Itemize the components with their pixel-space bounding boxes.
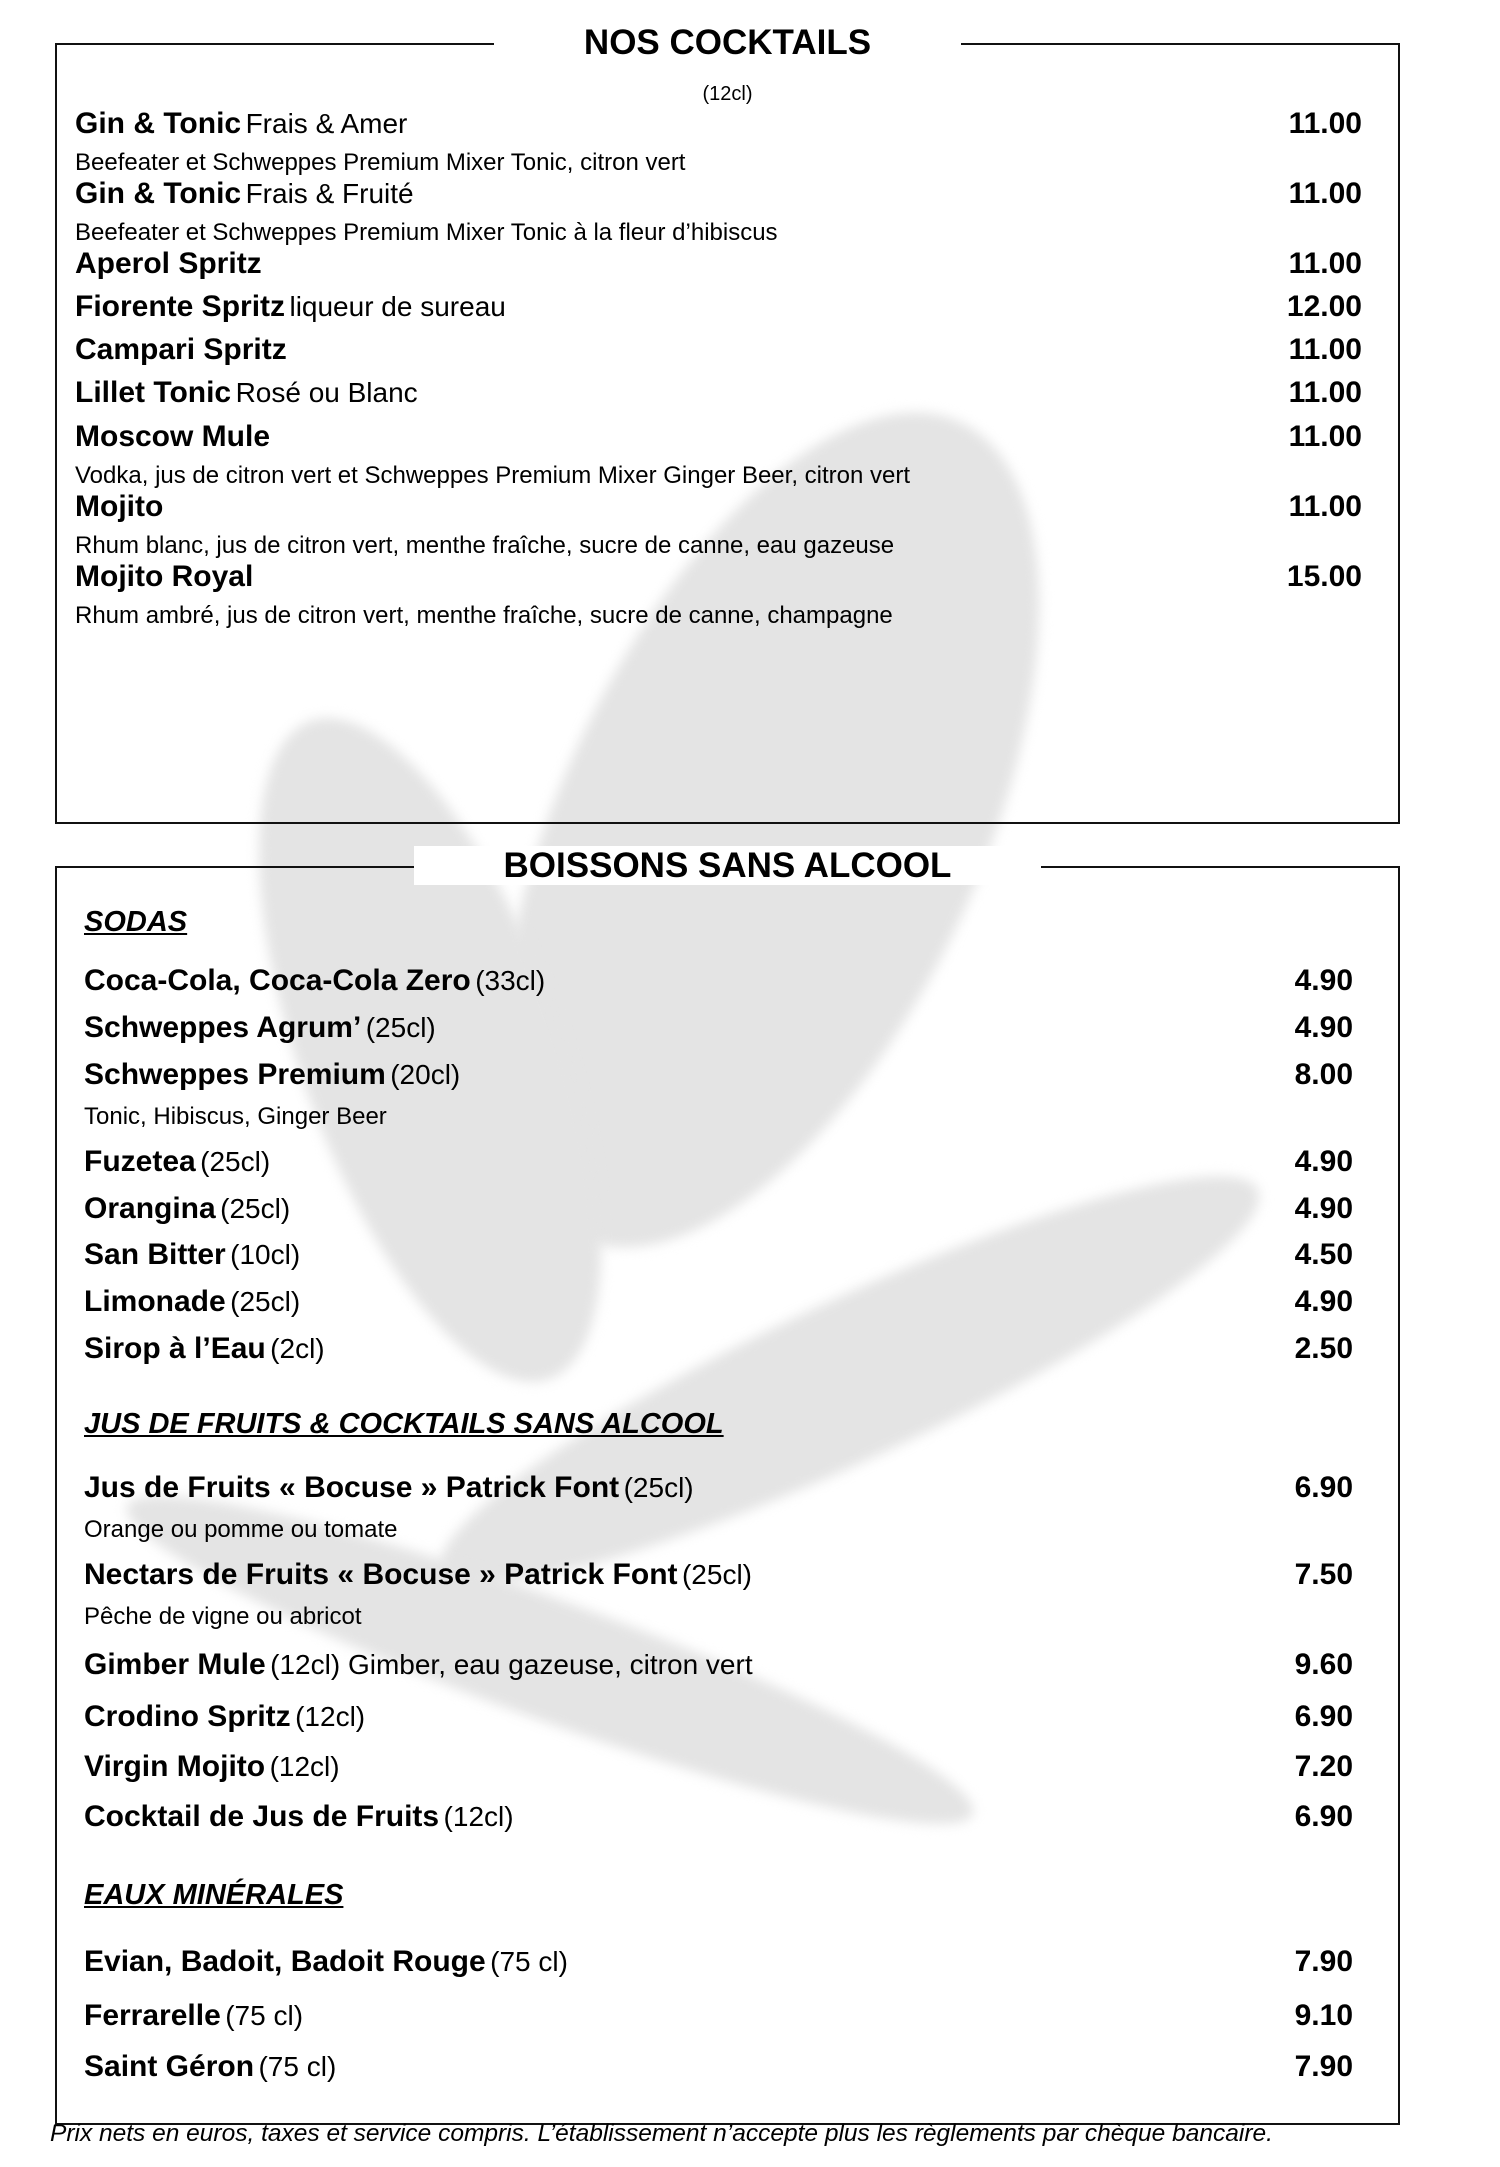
item-detail: (75 cl) [258,2051,337,2082]
item-name: Lillet Tonic [75,376,232,409]
item-name: Limonade [84,1285,226,1318]
section-title: BOISSONS SANS ALCOOL [414,846,1042,885]
menu-item [84,1558,1353,1592]
item-name: Mojito Royal [75,560,254,593]
price: 11.00 [1288,376,1362,409]
footer-note: Prix nets en euros, taxes et service compris. L’établissement n’accepte plus les règlements par chèque bancaire. [50,2120,1273,2147]
menu-item [84,1800,1353,1834]
soft-drinks-section [55,846,1400,2125]
item-detail: (25cl) [681,1559,752,1590]
price: 11.00 [1288,107,1362,140]
menu-item [75,177,1362,211]
price: 7.50 [1294,1558,1353,1591]
item-detail: (10cl) [230,1239,301,1270]
item-name: Crodino Spritz [84,1700,291,1733]
menu-item [84,2050,1353,2084]
item-description: Pêche de vigne ou abricot [84,1603,362,1630]
item-name: Virgin Mojito [84,1750,266,1783]
item-description: Rhum ambré, jus de citron vert, menthe fraîche, sucre de canne, champagne [75,602,893,629]
price: 6.90 [1294,1700,1353,1733]
menu-item [75,490,1362,524]
item-detail: (2cl) [270,1333,325,1364]
item-name: Fiorente Spritz [75,290,286,323]
menu-item [75,420,1362,454]
price: 11.00 [1288,490,1362,523]
price: 4.90 [1294,964,1353,997]
item-description: Vodka, jus de citron vert et Schweppes Premium Mixer Ginger Beer, citron vert [75,462,911,489]
item-description: Beefeater et Schweppes Premium Mixer Tonic, citron vert [75,149,686,176]
price: 4.50 [1294,1238,1353,1271]
item-description: Rhum blanc, jus de citron vert, menthe fraîche, sucre de canne, eau gazeuse [75,532,895,559]
item-name: Gin & Tonic [75,177,242,210]
item-name: Schweppes Agrum’ [84,1011,362,1044]
item-detail: Frais & Amer [245,108,408,139]
item-detail: (25cl) [230,1286,301,1317]
item-name: Mojito [75,490,164,523]
menu-item [84,1648,1353,1682]
item-detail: (12cl) [443,1801,514,1832]
price: 6.90 [1294,1471,1353,1504]
price: 7.20 [1294,1750,1353,1783]
section-subtitle: (12cl) [702,83,753,105]
category-heading: SODAS [84,906,188,938]
price: 11.00 [1288,177,1362,210]
price: 6.90 [1294,1800,1353,1833]
item-name: Schweppes Premium [84,1058,386,1091]
item-name: Cocktail de Jus de Fruits [84,1800,440,1833]
menu-item [84,1238,1353,1272]
menu-item [75,560,1362,594]
price: 11.00 [1288,420,1362,453]
item-name: Saint Géron [84,2050,255,2083]
section-title: NOS COCKTAILS [494,23,961,62]
menu-item [84,1945,1353,1979]
menu-item [75,376,1362,410]
item-detail: (25cl) [623,1472,694,1503]
menu-item [84,964,1353,998]
item-detail: (75 cl) [490,1946,568,1977]
price: 9.10 [1294,1999,1353,2032]
menu-item [75,333,1362,367]
item-detail: (25cl) [200,1146,271,1177]
item-description: Tonic, Hibiscus, Ginger Beer [84,1103,387,1130]
item-name: Campari Spritz [75,333,287,366]
item-name: Evian, Badoit, Badoit Rouge [84,1945,486,1978]
item-name: Gin & Tonic [75,107,242,140]
item-detail: (12cl) [269,1751,340,1782]
price: 11.00 [1288,333,1362,366]
item-name: Aperol Spritz [75,247,262,280]
item-detail: Frais & Fruité [245,178,414,209]
menu-item [75,290,1362,324]
item-name: Gimber Mule [84,1648,266,1681]
menu-item [84,1999,1353,2033]
price: 4.90 [1294,1285,1353,1318]
item-name: Orangina [84,1192,216,1225]
price: 8.00 [1294,1058,1353,1091]
item-detail: (12cl) Gimber, eau gazeuse, citron vert [270,1649,753,1680]
item-name: Nectars de Fruits « Bocuse » Patrick Font [84,1558,678,1591]
item-detail: (25cl) [365,1012,436,1043]
item-name: Sirop à l’Eau [84,1332,266,1365]
item-detail: (25cl) [220,1193,291,1224]
price: 12.00 [1286,290,1362,323]
menu-item [84,1058,1353,1092]
cocktails-section [55,23,1400,824]
item-name: Fuzetea [84,1145,196,1178]
price: 7.90 [1294,2050,1353,2083]
item-description: Beefeater et Schweppes Premium Mixer Tonic à la fleur d’hibiscus [75,219,778,246]
menu-item [84,1285,1353,1319]
price: 9.60 [1294,1648,1353,1681]
price: 2.50 [1294,1332,1353,1365]
price: 15.00 [1286,560,1362,593]
item-detail: (20cl) [390,1059,461,1090]
category-heading: EAUX MINÉRALES [84,1879,344,1911]
menu-item [84,1332,1353,1366]
menu-item [84,1700,1353,1734]
menu-item [84,1145,1353,1179]
item-detail: (12cl) [295,1701,366,1732]
price: 4.90 [1294,1192,1353,1225]
category-heading: JUS DE FRUITS & COCKTAILS SANS ALCOOL [84,1408,724,1440]
item-name: Ferrarelle [84,1999,221,2032]
menu-item [75,107,1362,141]
menu-item [84,1192,1353,1226]
price: 4.90 [1294,1145,1353,1178]
menu-item [84,1011,1353,1045]
item-name: Moscow Mule [75,420,271,453]
price: 7.90 [1294,1945,1353,1978]
item-name: Jus de Fruits « Bocuse » Patrick Font [84,1471,620,1504]
menu-item [84,1750,1353,1784]
item-name: San Bitter [84,1238,226,1271]
item-detail: (75 cl) [225,2000,304,2031]
item-description: Orange ou pomme ou tomate [84,1516,398,1543]
price: 11.00 [1288,247,1362,280]
item-detail: liqueur de sureau [289,291,506,322]
item-name: Coca-Cola, Coca-Cola Zero [84,964,471,997]
item-detail: Rosé ou Blanc [235,377,418,408]
price: 4.90 [1294,1011,1353,1044]
item-detail: (33cl) [475,965,546,996]
menu-item [75,247,1362,281]
menu-item [84,1471,1353,1505]
